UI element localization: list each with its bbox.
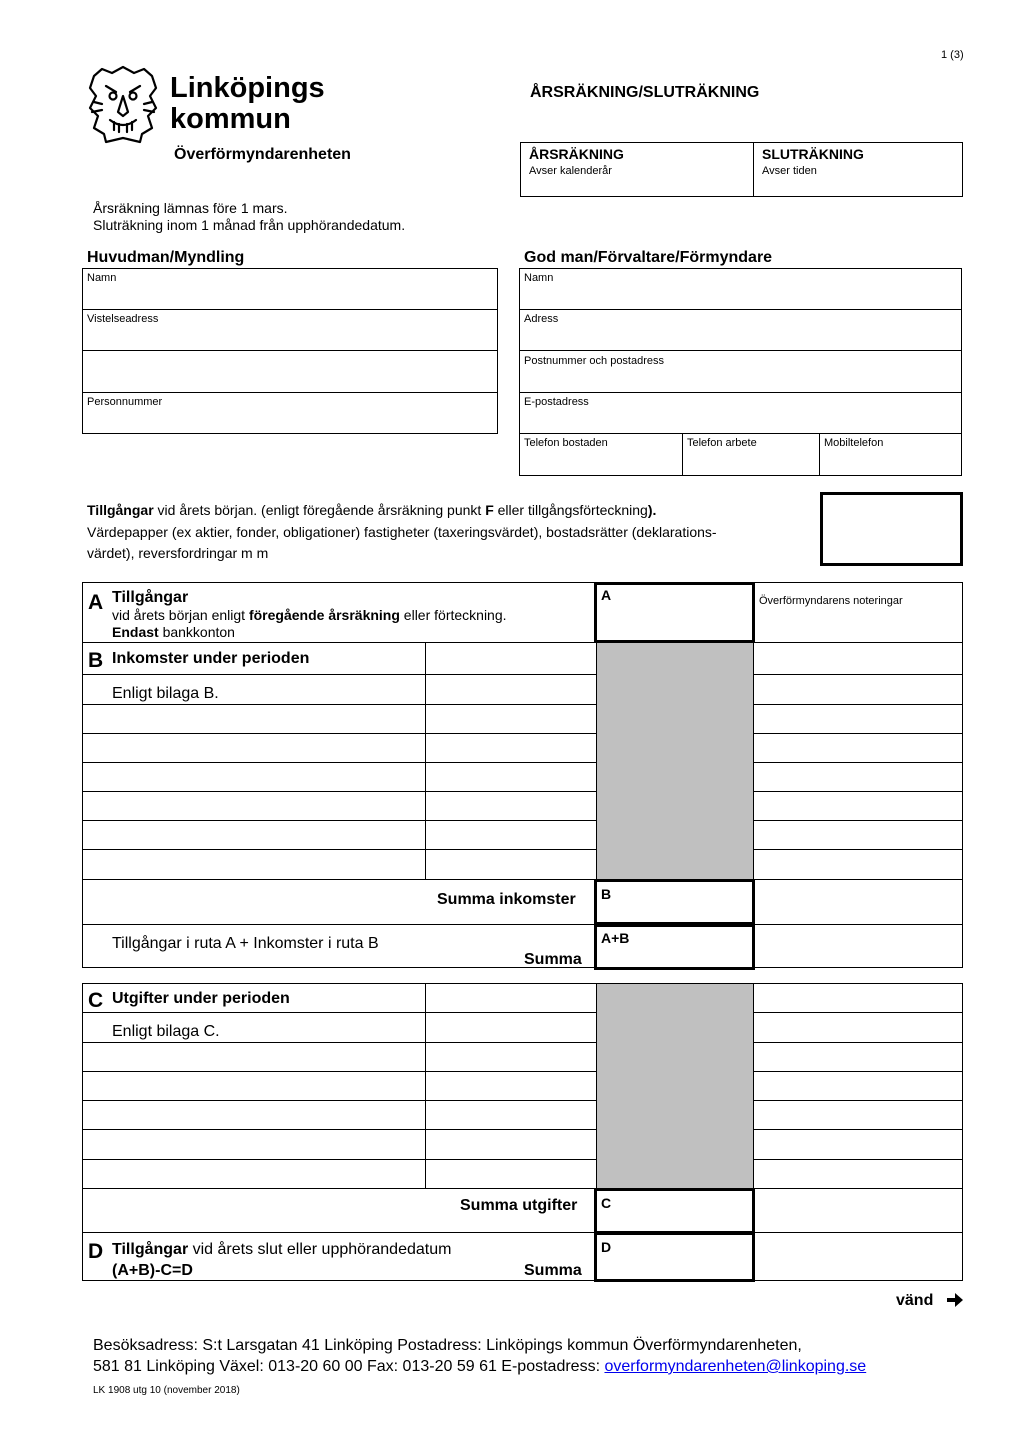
- slutrakning-title: SLUTRÄKNING: [762, 146, 864, 162]
- other-assets-value-field[interactable]: [820, 492, 963, 566]
- guardian-phone-home-field[interactable]: [523, 452, 678, 472]
- guardian-postal-label: Postnummer och postadress: [524, 355, 665, 367]
- turn-page-label: vänd: [896, 1292, 934, 1309]
- box-b-field[interactable]: [594, 879, 755, 925]
- arrow-right-icon: [946, 1292, 964, 1313]
- page-number: 1 (3): [941, 49, 964, 61]
- guardian-phone-work-field[interactable]: [686, 452, 815, 472]
- section-c-bilaga: Enligt bilaga C.: [112, 1023, 220, 1040]
- assets-intro-line1: Tillgångar vid årets början. (enligt föregående årsräkning punkt F eller tillgångsförteckning).: [87, 502, 657, 518]
- guardian-postal-field[interactable]: [523, 369, 958, 389]
- box-d-label: D: [601, 1239, 612, 1255]
- footer-line2: 581 81 Linköping Växel: 013-20 60 00 Fax: 013-20 59 61 E-postadress: overformyndarenheten@linkoping.se: [93, 1358, 867, 1375]
- box-ab-label: A+B: [601, 930, 630, 946]
- principal-pnr-label: Personnummer: [87, 396, 163, 408]
- box-b-label: B: [601, 886, 612, 902]
- ab-text: Tillgångar i ruta A + Inkomster i ruta B: [112, 935, 379, 952]
- instruction-line2: Sluträkning inom 1 månad från upphörandedatum.: [93, 217, 406, 233]
- form-id: LK 1908 utg 10 (november 2018): [93, 1385, 240, 1396]
- principal-heading: Huvudman/Myndling: [87, 249, 245, 266]
- section-a-letter: A: [88, 591, 104, 614]
- guardian-address-field[interactable]: [523, 327, 958, 347]
- instruction-line1: Årsräkning lämnas före 1 mars.: [93, 200, 288, 216]
- section-a-line3: Endast bankkonton: [112, 624, 235, 640]
- principal-name-label: Namn: [87, 272, 117, 284]
- box-d-field[interactable]: [594, 1232, 755, 1282]
- arsrakning-sub: Avser kalenderår: [529, 165, 612, 177]
- box-c-field[interactable]: [594, 1188, 755, 1234]
- principal-pnr-field[interactable]: [86, 410, 494, 430]
- notes-label: Överförmyndarens noteringar: [759, 595, 903, 607]
- guardian-phone-home-label: Telefon bostaden: [524, 437, 608, 449]
- section-b-letter: B: [88, 649, 104, 672]
- slutrakning-sub: Avser tiden: [762, 165, 817, 177]
- guardian-name-field[interactable]: [523, 286, 958, 306]
- summa-utgifter-label: Summa utgifter: [460, 1197, 578, 1214]
- section-d-title: Tillgångar vid årets slut eller upphörandedatum: [112, 1241, 452, 1258]
- guardian-mobile-field[interactable]: [823, 452, 958, 472]
- guardian-address-label: Adress: [524, 313, 559, 325]
- principal-name-field[interactable]: [86, 286, 494, 306]
- principal-address-field[interactable]: [86, 327, 494, 347]
- box-a-field[interactable]: [594, 582, 755, 643]
- guardian-mobile-label: Mobiltelefon: [824, 437, 884, 449]
- logo-line1: Linköpings: [170, 72, 325, 104]
- guardian-email-label: E-postadress: [524, 396, 589, 408]
- principal-address-field-2[interactable]: [86, 355, 494, 389]
- assets-intro-line2: Värdepapper (ex aktier, fonder, obligationer) fastigheter (taxeringsvärdet), bostadsrätter (deklarations-: [87, 524, 717, 540]
- section-a-line2: vid årets början enligt föregående årsräkning eller förteckning.: [112, 607, 507, 623]
- guardian-email-field[interactable]: [523, 410, 958, 430]
- section-d-summa-label: Summa: [524, 1262, 582, 1279]
- section-c-title: Utgifter under perioden: [112, 990, 290, 1007]
- section-d-formula: (A+B)-C=D: [112, 1262, 193, 1279]
- ab-summa-label: Summa: [524, 951, 582, 968]
- arsrakning-year-field[interactable]: [528, 178, 743, 194]
- guardian-phone-work-label: Telefon arbete: [687, 437, 757, 449]
- section-a-title: Tillgångar: [112, 589, 189, 606]
- footer-email-link[interactable]: overformyndarenheten@linkoping.se: [604, 1358, 867, 1375]
- slutrakning-period-field[interactable]: [761, 178, 956, 194]
- arsrakning-title: ÅRSRÄKNING: [529, 146, 624, 162]
- box-c-label: C: [601, 1195, 612, 1211]
- guardian-heading: God man/Förvaltare/Förmyndare: [524, 249, 773, 266]
- section-d-letter: D: [88, 1240, 104, 1263]
- form-title: ÅRSRÄKNING/SLUTRÄKNING: [530, 84, 760, 101]
- footer-line1: Besöksadress: S:t Larsgatan 41 Linköping Postadress: Linköpings kommun Överförmyndarenheten,: [93, 1337, 802, 1354]
- principal-address-label: Vistelseadress: [87, 313, 159, 325]
- section-b-title: Inkomster under perioden: [112, 650, 310, 667]
- logo-line2: kommun: [170, 103, 291, 135]
- unit-name: Överförmyndarenheten: [174, 146, 351, 163]
- guardian-name-label: Namn: [524, 272, 554, 284]
- section-b-bilaga: Enligt bilaga B.: [112, 685, 219, 702]
- section-c-letter: C: [88, 989, 104, 1012]
- box-a-label: A: [601, 587, 612, 603]
- assets-intro-line3: värdet), reversfordringar m m: [87, 545, 269, 561]
- summa-inkomster-label: Summa inkomster: [437, 891, 576, 908]
- lion-head-icon: [84, 64, 162, 144]
